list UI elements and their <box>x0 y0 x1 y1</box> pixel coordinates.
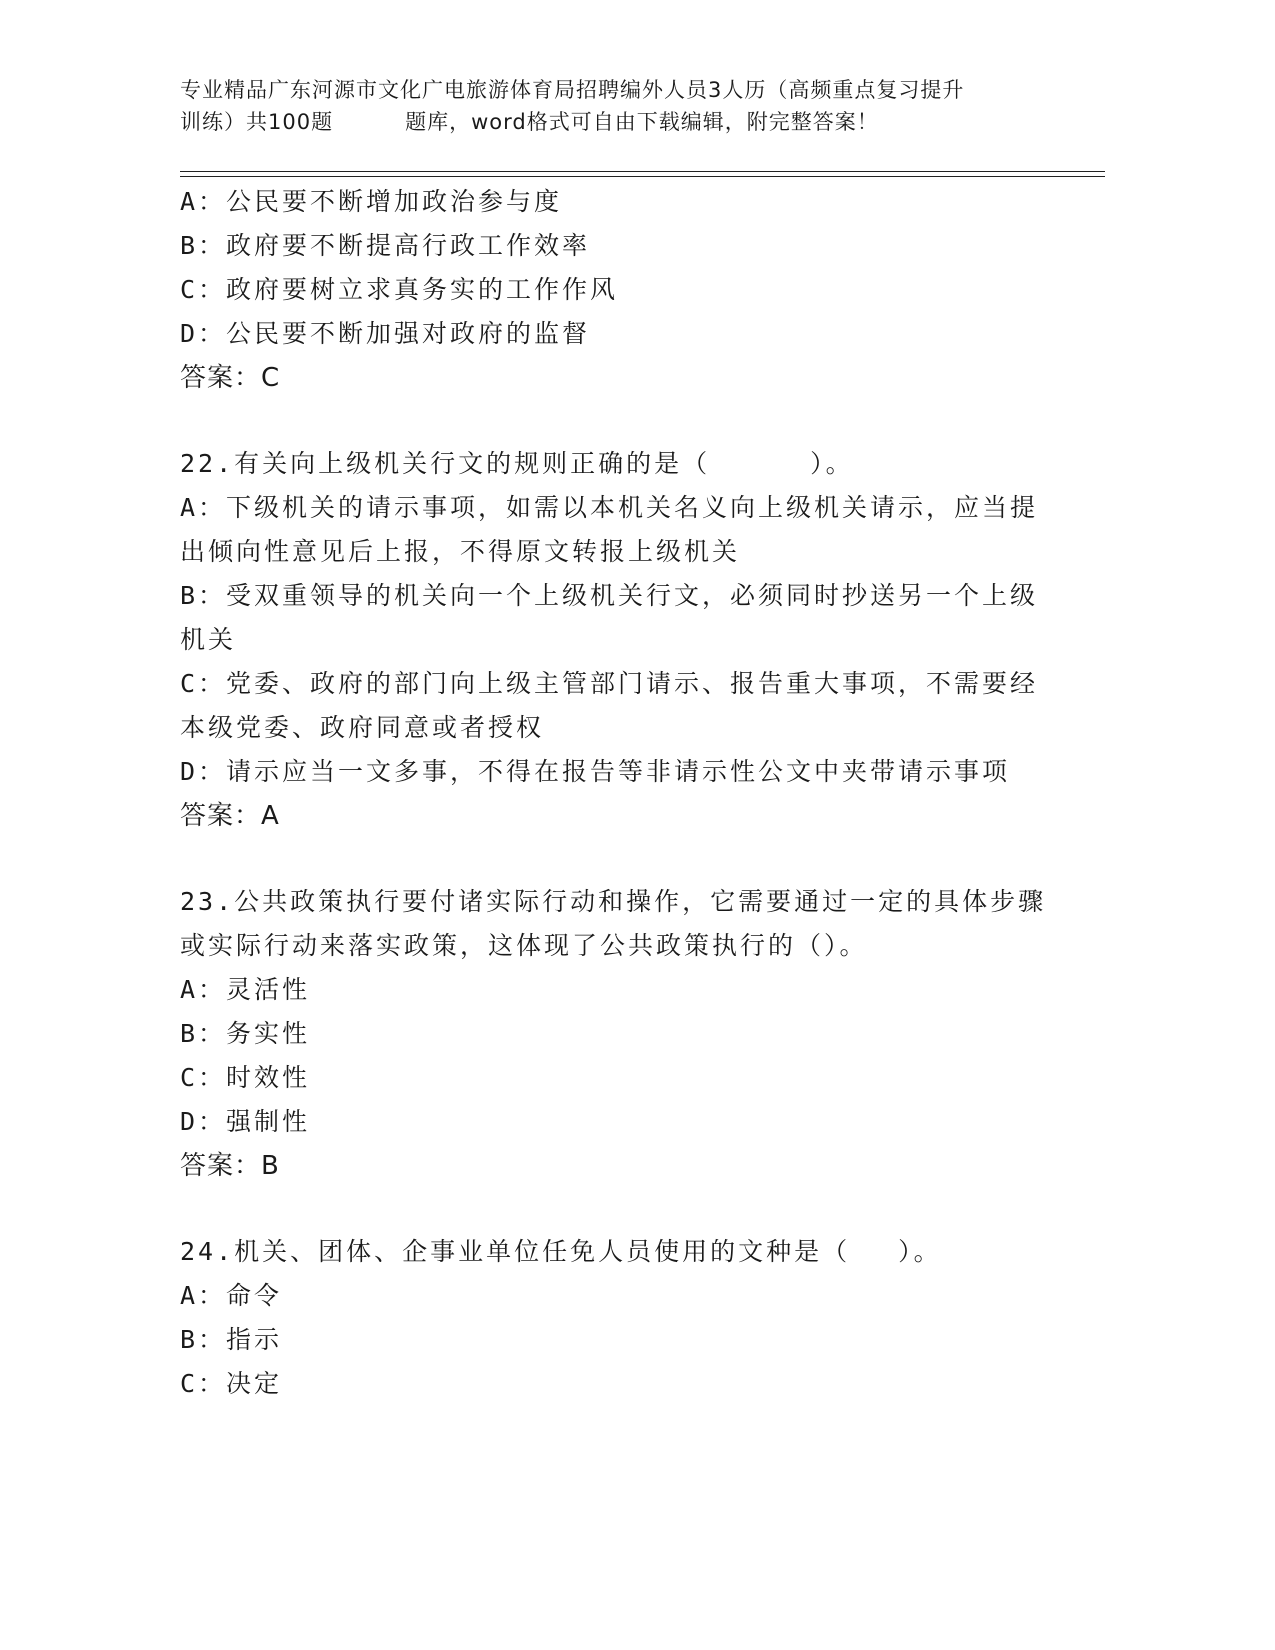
q23-answer: 答案：B <box>180 1151 280 1181</box>
question-22-block <box>180 442 1040 838</box>
question-content <box>180 180 1047 1406</box>
header-divider-top <box>180 171 1105 172</box>
q23-option-b: B：务实性 <box>180 1019 311 1048</box>
q22-option-a-line-2: 出倾向性意见后上报，不得原文转报上级机关 <box>180 537 741 566</box>
q24-option-c: C：决定 <box>180 1369 283 1398</box>
q23-option-c: C：时效性 <box>180 1063 311 1092</box>
q21-option-b: B：政府要不断提高行政工作效率 <box>180 231 591 260</box>
header-title-line-1: 专业精品广东河源市文化广电旅游体育局招聘编外人员3人历（高频重点复习提升 <box>180 78 965 102</box>
header-title-part-b: 题库，word格式可自由下载编辑，附完整答案！ <box>405 110 879 134</box>
q22-answer: 答案：A <box>180 801 280 831</box>
q22-option-b-line-1: B：受双重领导的机关向一个上级机关行文，必须同时抄送另一个上级 <box>180 581 1039 610</box>
document-header <box>180 74 1060 138</box>
header-divider-bottom <box>180 176 1105 177</box>
q23-stem-line-2: 或实际行动来落实政策，这体现了公共政策执行的（）。 <box>180 931 868 960</box>
q24-stem: 24.机关、团体、企事业单位任免人员使用的文种是（ ）。 <box>180 1237 942 1266</box>
q23-stem-line-1: 23.公共政策执行要付诸实际行动和操作，它需要通过一定的具体步骤 <box>180 887 1047 916</box>
q22-option-a-line-1: A：下级机关的请示事项，如需以本机关名义向上级机关请示，应当提 <box>180 493 1039 522</box>
q21-answer: 答案：C <box>180 363 281 393</box>
q22-stem: 22.有关向上级机关行文的规则正确的是（ ）。 <box>180 449 854 478</box>
q22-option-c-line-1: C：党委、政府的部门向上级主管部门请示、报告重大事项，不需要经 <box>180 669 1039 698</box>
header-title-part-a: 训练）共100题 <box>180 110 334 134</box>
q22-option-d: D：请示应当一文多事，不得在报告等非请示性公文中夹带请示事项 <box>180 757 1011 786</box>
question-24-block <box>180 1230 1040 1406</box>
header-title-line-2 <box>180 106 1060 138</box>
q24-option-b: B：指示 <box>180 1325 283 1354</box>
q21-option-d: D：公民要不断加强对政府的监督 <box>180 319 591 348</box>
q24-option-a: A：命令 <box>180 1281 283 1310</box>
q23-option-d: D：强制性 <box>180 1107 311 1136</box>
q22-option-b-line-2: 机关 <box>180 625 237 654</box>
question-21-block <box>180 180 1040 400</box>
question-23-block <box>180 880 1047 1188</box>
q21-option-a: A：公民要不断增加政治参与度 <box>180 187 563 216</box>
q23-option-a: A：灵活性 <box>180 975 311 1004</box>
q21-option-c: C：政府要树立求真务实的工作作风 <box>180 275 619 304</box>
q22-option-c-line-2: 本级党委、政府同意或者授权 <box>180 713 545 742</box>
